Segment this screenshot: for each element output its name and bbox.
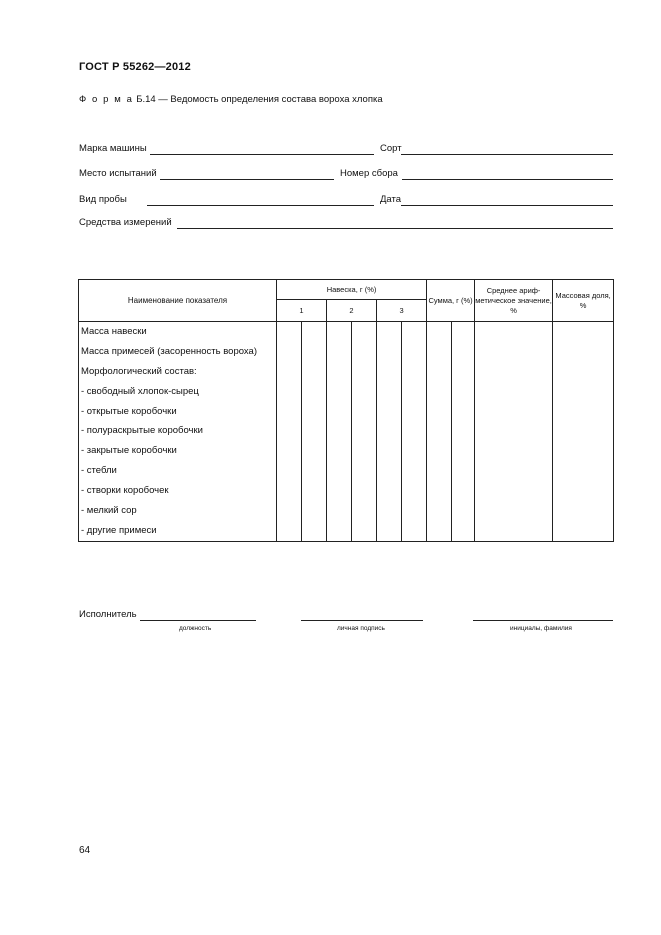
header-sample: Навеска, г (%)	[277, 280, 427, 300]
grade-field[interactable]	[401, 154, 613, 155]
table-row: Морфологический состав:	[81, 365, 197, 377]
measuring-tools-field[interactable]	[177, 228, 613, 229]
sample-type-label: Вид пробы	[79, 194, 127, 205]
data-cell[interactable]	[427, 322, 452, 542]
data-cell[interactable]	[277, 322, 302, 542]
table-row: - полураскрытые коробочки	[81, 425, 203, 437]
form-name: Б.14 — Ведомость определения состава вороха хлопка	[136, 94, 383, 105]
sample-column-3: 3	[377, 300, 427, 322]
table-row: - закрытые коробочки	[81, 445, 177, 457]
machine-brand-label: Марка машины	[79, 143, 147, 154]
standard-number: ГОСТ Р 55262—2012	[79, 61, 191, 73]
name-caption: инициалы, фамилия	[510, 625, 572, 632]
sample-column-1: 1	[277, 300, 327, 322]
table-row: - свободный хлопок-сырец	[81, 385, 199, 397]
position-caption: должность	[179, 625, 212, 632]
table-row: - открытые коробочки	[81, 405, 177, 417]
data-cell[interactable]	[452, 322, 475, 542]
table-row: - створки коробочек	[81, 485, 169, 497]
header-mass: Массовая доля, %	[553, 280, 614, 322]
data-cell[interactable]	[377, 322, 402, 542]
machine-brand-field[interactable]	[150, 154, 374, 155]
grade-label: Сорт	[380, 143, 402, 154]
table-row: - другие примеси	[81, 524, 157, 536]
data-cell[interactable]	[302, 322, 327, 542]
harvest-number-field[interactable]	[402, 179, 613, 180]
form-title	[79, 94, 383, 105]
date-field[interactable]	[401, 205, 613, 206]
measuring-tools-label: Средства измерений	[79, 217, 172, 228]
date-label: Дата	[380, 194, 402, 205]
signature-field[interactable]	[301, 620, 423, 621]
table-row: Масса примесей (засоренность вороха)	[81, 345, 258, 357]
harvest-number-label: Номер сбора	[340, 168, 398, 179]
row-labels	[79, 322, 277, 542]
name-field[interactable]	[473, 620, 613, 621]
table-row: - мелкий сор	[81, 505, 137, 517]
table-row: - стебли	[81, 465, 117, 477]
signature-caption: личная подпись	[337, 625, 385, 632]
header-mean: Среднее ариф-метическое значение, %	[475, 280, 553, 322]
header-name: Наименование показателя	[79, 280, 277, 322]
composition-table	[78, 279, 614, 542]
position-field[interactable]	[140, 620, 256, 621]
executor-label: Исполнитель	[79, 609, 137, 620]
form-prefix: Ф о р м а	[79, 94, 134, 105]
page-number: 64	[79, 845, 91, 856]
data-cell[interactable]	[402, 322, 427, 542]
header-sum: Сумма, г (%)	[427, 280, 475, 322]
data-cell[interactable]	[352, 322, 377, 542]
table-row: Масса навески	[81, 326, 147, 337]
test-place-field[interactable]	[160, 179, 334, 180]
sample-type-field[interactable]	[147, 205, 374, 206]
test-place-label: Место испытаний	[79, 168, 157, 179]
data-cell[interactable]	[475, 322, 553, 542]
data-cell[interactable]	[327, 322, 352, 542]
sample-column-2: 2	[327, 300, 377, 322]
data-cell[interactable]	[553, 322, 614, 542]
